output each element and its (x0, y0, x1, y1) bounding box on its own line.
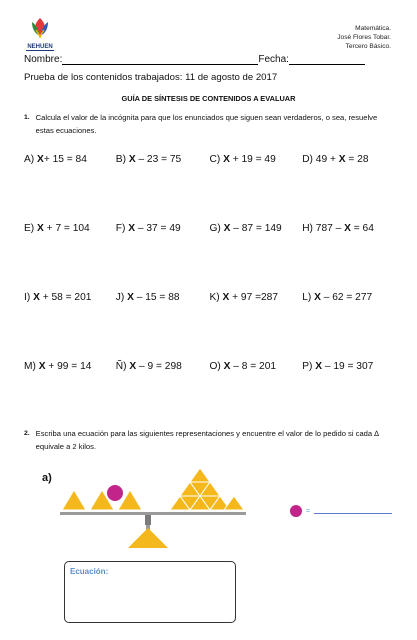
equation-m: M) X + 99 = 14 (24, 361, 92, 372)
equation-d: D) 49 + X = 28 (302, 154, 369, 165)
triangle-icon (190, 468, 210, 482)
triangle-icon (224, 496, 244, 510)
header-info (337, 24, 391, 51)
date-label: Fecha: (258, 54, 289, 65)
equation-row-4 (24, 361, 394, 372)
equation-row-1 (24, 154, 394, 165)
ball-answer-field[interactable] (314, 511, 392, 514)
scale-base-triangle (128, 528, 168, 548)
equation-row-3 (24, 292, 394, 303)
equation-h: H) 787 – X = 64 (302, 223, 374, 234)
equation-c: C) X + 19 = 49 (209, 154, 276, 165)
scale-beam (60, 512, 246, 515)
teacher-text: José Flores Tobar. (337, 34, 391, 41)
equation-f: F) X – 37 = 49 (115, 223, 181, 234)
equation-answer-box[interactable] (64, 561, 236, 623)
part-a-label: a) (42, 472, 52, 484)
logo-text: NEHUEN (27, 44, 53, 50)
equation-box-label: Ecuación: (70, 567, 109, 576)
equation-enye: Ñ) X – 9 = 298 (115, 361, 182, 372)
triangle-icon (62, 490, 86, 510)
name-date-line (24, 54, 384, 65)
question-1-text: Calcula el valor de la incógnita para que los enunciados que siguen sean verdaderos, o sea, resuelve estas ecuaciones. (35, 113, 378, 135)
date-field[interactable] (289, 54, 365, 65)
equation-k: K) X + 97 =287 (209, 292, 279, 303)
ball-icon (107, 485, 123, 501)
test-subtitle: Prueba de los contenidos trabajados: 11 de agosto de 2017 (24, 72, 278, 83)
equation-i: I) X + 58 = 201 (24, 292, 92, 303)
name-field[interactable] (62, 54, 258, 65)
ball-icon (290, 505, 302, 517)
equation-j: J) X – 15 = 88 (115, 292, 180, 303)
guide-title: GUÍA DE SÍNTESIS DE CONTENIDOS A EVALUAR (121, 94, 296, 103)
grade-text: Tercero Básico. (345, 43, 391, 50)
question-1-number: 1. (24, 114, 30, 121)
subject-text: Matemática. (355, 25, 391, 32)
balance-scale-illustration (60, 462, 250, 552)
equation-a: A) X+ 15 = 84 (24, 154, 87, 165)
question-2-text: Escriba una ecuación para las siguientes representaciones y encuentre el valor de lo pedido si cada ∆ equivale a 2 kilos. (35, 429, 379, 451)
question-2-number: 2. (24, 430, 30, 437)
school-logo-icon (20, 16, 60, 56)
question-2 (24, 427, 396, 453)
right-pan-weights (170, 468, 244, 510)
equation-o: O) X – 8 = 201 (209, 361, 277, 372)
scale-pivot (145, 515, 151, 525)
question-1 (24, 111, 394, 137)
school-logo (20, 16, 60, 56)
equation-e: E) X + 7 = 104 (24, 223, 90, 234)
ball-answer (290, 505, 392, 517)
equation-l: L) X – 62 = 277 (302, 292, 373, 303)
equation-p: P) X – 19 = 307 (302, 361, 374, 372)
left-pan-weights (62, 485, 142, 510)
equation-b: B) X – 23 = 75 (115, 154, 182, 165)
equation-g: G) X – 87 = 149 (209, 223, 282, 234)
equation-row-2 (24, 223, 394, 234)
name-label: Nombre: (24, 54, 63, 65)
equals-sign: = (306, 507, 311, 515)
